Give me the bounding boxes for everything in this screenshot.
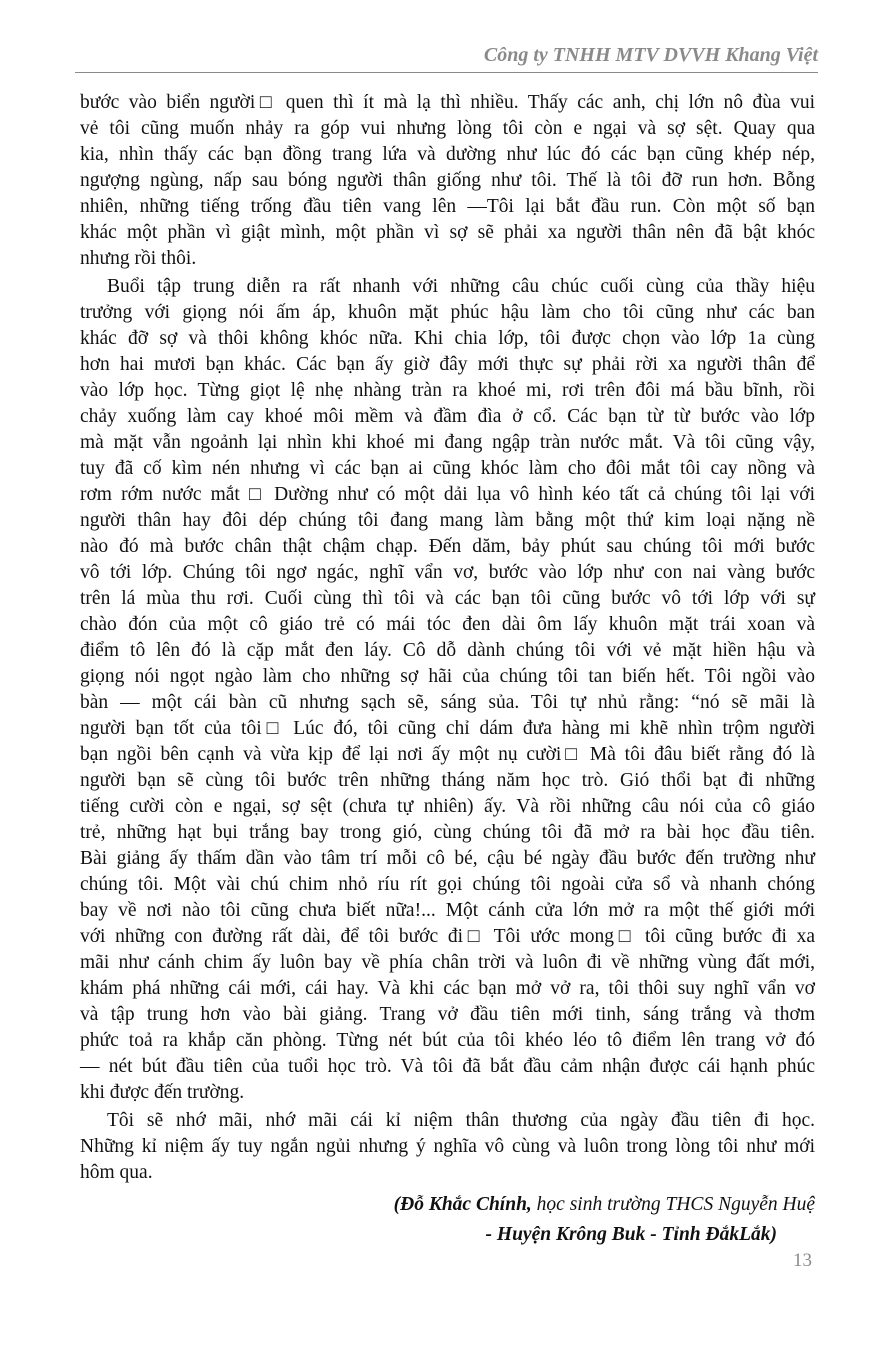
text-line: chào đón của một cô giáo trẻ có mái tóc đen dài ôm lấy khuôn mặt trái xoan và [80,614,815,635]
text-line: điểm tô lên đó là cặp mắt đen láy. Cô dỗ dành chúng tôi với vẻ mặt hiền hậu và [80,640,815,661]
text-line: mà mặt vẫn ngoảnh lại nhìn khi khoé mi đang ngập tràn nước mắt. Và tôi cũng vậy, [80,432,815,453]
text-line: tiếng cười còn e ngại, sợ sệt (chưa tự nhiên) ấy. Và rồi những câu nói của cô giáo [80,796,815,817]
text-line: ngượng ngùng, nấp sau bóng người thân giống như tôi. Thế là tôi đỡ run hơn. Bỗng [80,170,815,191]
text-line: nhiên, những tiếng trống đầu tiên vang lên —Tôi lại bắt đầu run. Còn một số bạn [80,196,815,217]
signature-location: - Huyện Krông Buk - Tỉnh ĐắkLắk) [485,1224,777,1245]
signature-line-1 [394,1194,815,1216]
text-line: mãi như cánh chim ấy luôn bay về phía chân trời và luôn đi về những vùng đất mới, [80,952,815,973]
text-line: chúng tôi. Một vài chú chim nhỏ ríu rít gọi chúng tôi ngoài cửa sổ và nhanh chóng [80,874,815,895]
text-line: trẻ, những hạt bụi trắng bay trong gió, cùng chúng tôi đã mở ra bài học đầu tiên. [80,822,815,843]
text-line: hôm qua. [80,1162,153,1183]
text-line: Bài giảng ấy thấm dần vào tâm trí mỗi cô bé, cậu bé ngày đầu bước đến trường như [80,848,815,869]
text-line: người thân hay đôi dép chúng tôi đang mang làm bằng một thứ kim loại nặng nề [80,510,815,531]
text-line: khám phá những cái mới, cái hay. Và khi các bạn mở vở ra, tôi thôi suy nghĩ vẩn vơ [80,978,815,999]
text-line: với những con đường rất dài, để tôi bước đi□ Tôi ước mong□ tôi cũng bước đi xa [80,926,815,947]
document-body [80,90,815,1188]
text-line: người bạn tốt của tôi□ Lúc đó, tôi cũng chỉ dám đưa hàng mi khẽ nhìn trộm người [80,718,815,739]
page-number: 13 [793,1250,812,1271]
paragraph [80,274,815,1106]
text-line: Buổi tập trung diễn ra rất nhanh với những câu chúc cuối cùng của thầy hiệu [107,276,815,297]
text-line: vô tới lớp. Chúng tôi ngơ ngác, nghĩ vẩn vơ, bước vào lớp như con nai vàng bước [80,562,815,583]
text-line: giọng nói ngọt ngào làm cho những sợ hãi của chúng tôi tan biến hết. Tôi ngồi vào [80,666,815,687]
text-line: tuy đã cố kìm nén nhưng vì các bạn ai cũng khóc làm cho đôi mắt tôi cay nồng và [80,458,815,479]
text-line: bàn — một cái bàn cũ nhưng sạch sẽ, sáng sủa. Tôi tự nhủ rằng: “nó sẽ mãi là [80,692,815,713]
text-line: bạn ngồi bên cạnh và vừa kịp để lại nơi ấy một nụ cười□ Mà tôi đâu biết rằng đó là [80,744,815,765]
running-header: Công ty TNHH MTV DVVH Khang Việt [483,44,818,66]
text-line: rơm rớm nước mắt □ Dường như có một dải lụa vô hình kéo tất cả chúng tôi lại với [80,484,815,505]
text-line: khi được đến trường. [80,1082,245,1103]
text-line: bước vào biển người□ quen thì ít mà lạ thì nhiều. Thấy các anh, chị lớn nô đùa vui [80,92,815,113]
text-line: trên lá mùa thu rơi. Cuối cùng thì tôi và các bạn tôi cũng bước vô tới lớp với sự [80,588,815,609]
text-line: chảy xuống làm cay khoé môi mềm và đầm đìa ở cổ. Các bạn từ từ bước vào lớp [80,406,815,427]
text-line: vẻ tôi cũng muốn nhảy ra góp vui nhưng lòng tôi còn e ngại và sợ sệt. Quay qua [80,118,815,139]
text-line: — nét bút đầu tiên của tuổi học trò. Và tôi đã bắt đầu cảm nhận được cái hạnh phúc [80,1056,815,1077]
text-line: nhưng rồi thôi. [80,248,197,269]
text-line: nào đó mà bước chân thật chậm chạp. Đến dăm, bảy phút sau chúng tôi mới bước [80,536,815,557]
text-line: khác đỡ sợ và thôi không khóc nữa. Khi chia lớp, tôi được chọn vào lớp 1a cùng [80,328,815,349]
text-line: người bạn sẽ cùng tôi bước trên những tháng năm học trò. Gió thổi bạt đi những [80,770,815,791]
text-line: Những kỉ niệm ấy tuy ngắn ngủi nhưng ý nghĩa vô cùng và luôn trong lòng tôi như mới [80,1136,815,1157]
text-line: kia, nhìn thấy các bạn đồng trang lứa và dường như lúc đó các bạn cũng khép nép, [80,144,815,165]
text-line: phức toả ra khắp căn phòng. Từng nét bút của tôi khéo léo tô điểm lên trang vở đó [80,1030,815,1051]
text-line: khác một phần vì giật mình, một phần vì sợ sẽ phải xa người thân nên đã bật khóc [80,222,815,243]
text-line: trưởng với giọng nói ấm áp, khuôn mặt phúc hậu làm cho tôi cũng như các ban [80,302,815,323]
paragraph [80,90,815,272]
text-line: hơn hai mươi bạn khác. Các bạn ấy giờ đây mới thực sự phải rời xa người thân để [80,354,815,375]
signature-author: (Đỗ Khắc Chính, [393,1194,532,1215]
text-line: Tôi sẽ nhớ mãi, nhớ mãi cái kỉ niệm thân thương của ngày đầu tiên đi học. [107,1110,815,1131]
paragraph [80,1108,815,1186]
header-rule [75,72,818,73]
text-line: vào lớp học. Từng giọt lệ nhẹ nhàng tràn ra khoé mi, rơi trên đôi má bầu bĩnh, rồi [80,380,815,401]
text-line: và tập trung hơn vào bài giảng. Trang vở đầu tiên mới tinh, sáng trắng và thơm [80,1004,815,1025]
signature-affiliation: học sinh trường THCS Nguyễn Huệ [531,1194,815,1215]
text-line: bay về nơi nào tôi cũng chưa biết nữa!... Một cánh cửa lớn mở ra một thế giới mới [80,900,815,921]
